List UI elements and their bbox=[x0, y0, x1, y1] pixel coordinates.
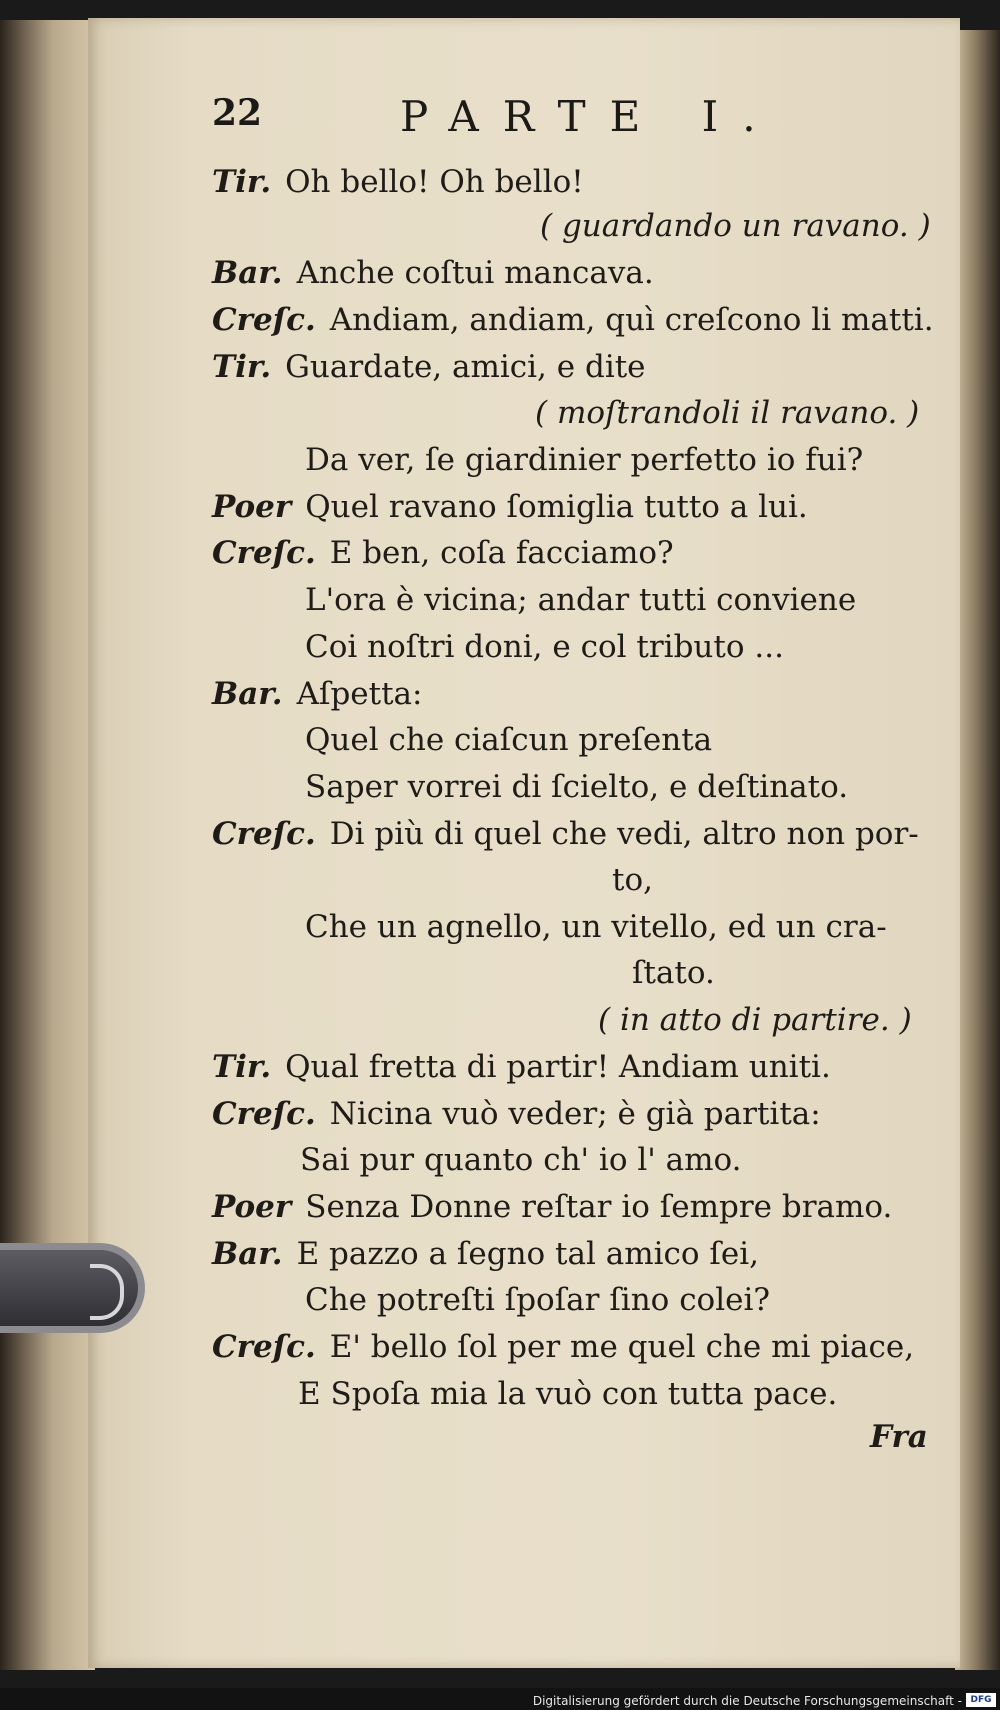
text-line bbox=[212, 347, 646, 387]
text-line: Quel che ciaſcun preſenta bbox=[305, 722, 713, 758]
text-line: ſtato. bbox=[632, 955, 715, 991]
line-text: Andiam, andiam, quì creſcono li matti. bbox=[329, 302, 934, 338]
stage-direction: ( guardando un ravano. ) bbox=[540, 208, 931, 244]
speaker-label: Poer bbox=[212, 489, 292, 525]
page-header bbox=[0, 92, 1000, 142]
speaker-label: Creſc. bbox=[212, 1096, 316, 1132]
stage-direction: ( moſtrandoli il ravano. ) bbox=[535, 395, 920, 431]
book-left-edge bbox=[0, 20, 95, 1670]
speaker-label: Tir. bbox=[212, 349, 272, 385]
speaker-label: Creſc. bbox=[212, 816, 316, 852]
text-line: Sai pur quanto ch' io l' amo. bbox=[300, 1142, 742, 1178]
text-line bbox=[212, 1327, 914, 1367]
digitization-credit: Digitalisierung gefördert durch die Deutsche Forschungsgemeinschaft - bbox=[532, 1694, 962, 1708]
running-title: PARTE I. bbox=[400, 92, 780, 141]
text-line bbox=[212, 162, 584, 202]
text-line bbox=[212, 253, 654, 293]
speaker-label: Creſc. bbox=[212, 1329, 316, 1365]
text-line: to, bbox=[612, 862, 653, 898]
text-line: Che potreſti ſpoſar ſino colei? bbox=[305, 1282, 771, 1318]
catchword: Fra bbox=[870, 1419, 928, 1455]
line-text: Di più di quel che vedi, altro non por- bbox=[329, 816, 919, 852]
footer-bar bbox=[0, 1688, 1000, 1710]
text-line bbox=[212, 487, 808, 527]
dfg-logo: DFG bbox=[966, 1693, 996, 1707]
speaker-label: Poer bbox=[212, 1189, 292, 1225]
line-text: Qual fretta di partir! Andiam uniti. bbox=[285, 1049, 831, 1085]
text-line bbox=[212, 1094, 821, 1134]
text-line: Che un agnello, un vitello, ed un cra- bbox=[305, 909, 887, 945]
speaker-label: Creſc. bbox=[212, 535, 316, 571]
speaker-label: Bar. bbox=[212, 676, 283, 712]
line-text: E ben, coſa facciamo? bbox=[329, 535, 674, 571]
line-text: Quel ravano ſomiglia tutto a lui. bbox=[305, 489, 808, 525]
text-line bbox=[212, 1047, 831, 1087]
text-line bbox=[212, 1234, 759, 1274]
text-line: Coi noſtri doni, e col tributo ... bbox=[305, 629, 784, 665]
text-line: E Spoſa mia la vuò con tutta pace. bbox=[298, 1376, 838, 1412]
line-text: Oh bello! Oh bello! bbox=[285, 164, 584, 200]
text-line bbox=[212, 674, 422, 714]
book-right-edge bbox=[955, 30, 1000, 1670]
line-text: Nicina vuò veder; è già partita: bbox=[329, 1096, 821, 1132]
line-text: E pazzo a ſegno tal amico ſei, bbox=[296, 1236, 760, 1272]
line-text: Anche coſtui mancava. bbox=[296, 255, 654, 291]
line-text: Guardate, amici, e dite bbox=[285, 349, 646, 385]
speaker-label: Bar. bbox=[212, 1236, 283, 1272]
text-line: Saper vorrei di ſcielto, e deſtinato. bbox=[305, 769, 849, 805]
speaker-label: Tir. bbox=[212, 1049, 272, 1085]
speaker-label: Creſc. bbox=[212, 302, 316, 338]
text-line: L'ora è vicina; andar tutti conviene bbox=[305, 582, 857, 618]
text-line bbox=[212, 1187, 892, 1227]
text-line bbox=[212, 814, 919, 854]
line-text: E' bello ſol per me quel che mi piace, bbox=[329, 1329, 915, 1365]
text-line bbox=[212, 533, 674, 573]
speaker-label: Bar. bbox=[212, 255, 283, 291]
text-line: Da ver, ſe giardinier perfetto io fui? bbox=[305, 442, 864, 478]
page-clip bbox=[0, 1243, 145, 1333]
stage-direction: ( in atto di partire. ) bbox=[598, 1002, 912, 1038]
speaker-label: Tir. bbox=[212, 164, 272, 200]
page-number: 22 bbox=[212, 92, 263, 134]
text-line bbox=[212, 300, 934, 340]
line-text: Aſpetta: bbox=[296, 676, 423, 712]
line-text: Senza Donne reſtar io ſempre bramo. bbox=[305, 1189, 893, 1225]
